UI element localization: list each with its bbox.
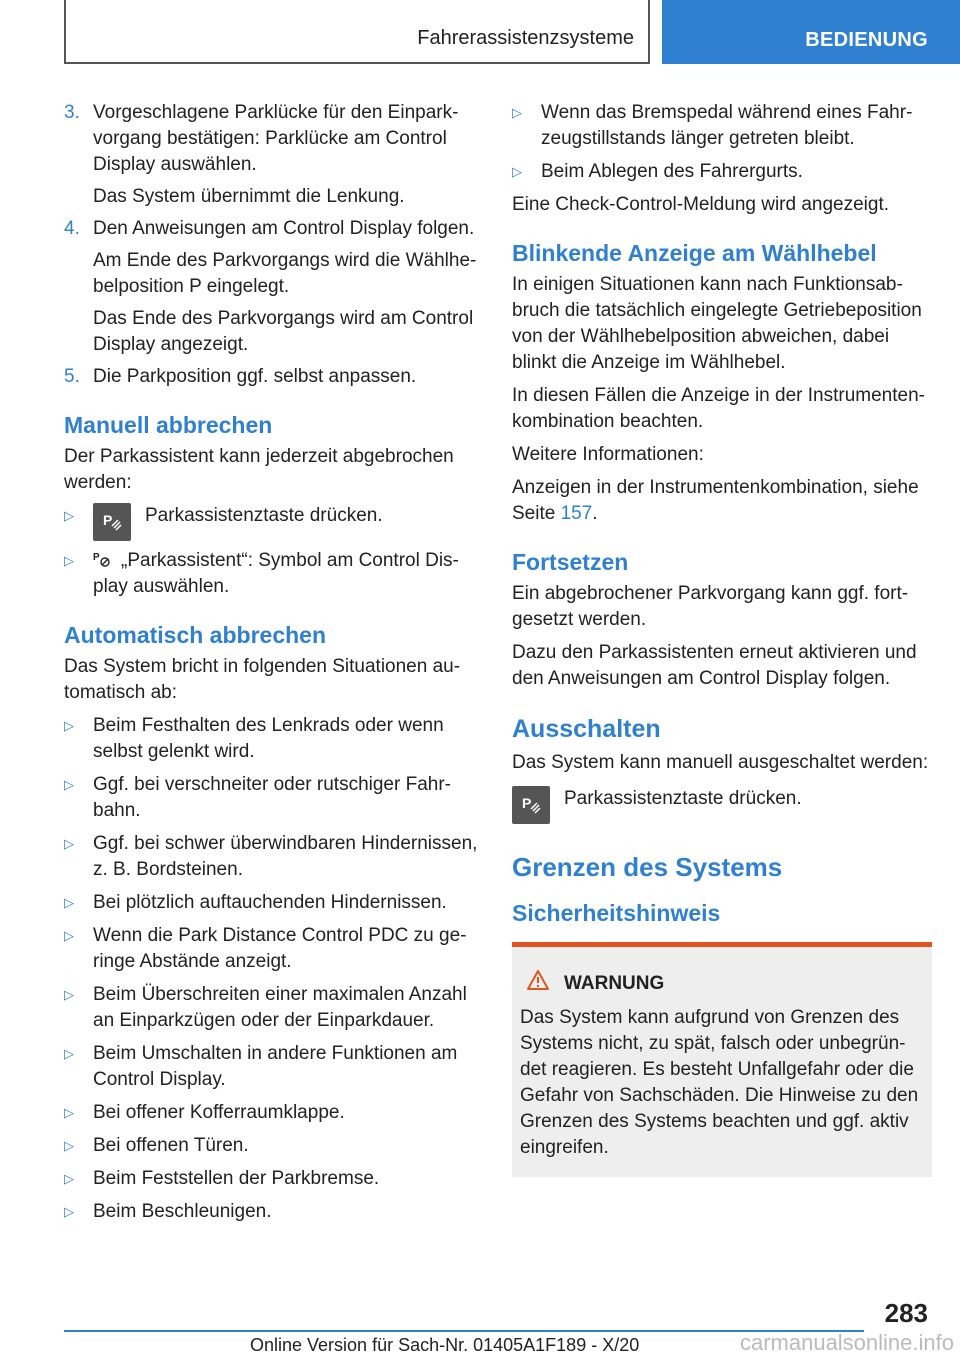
bullet-icon: ▷ — [512, 105, 522, 120]
list-item — [64, 890, 484, 916]
paragraph: Das System kann manuell ausgeschaltet werden: — [512, 752, 929, 773]
auto-cancel-list — [64, 713, 484, 1225]
list-item-text: Wenn die Park Distance Control PDC zu geringe Abstände anzeigt. — [93, 925, 467, 972]
list-item — [64, 1100, 484, 1126]
bullet-icon: ▷ — [64, 1204, 74, 1219]
list-item — [64, 772, 484, 824]
bullet-icon: ▷ — [64, 895, 74, 910]
svg-text:P: P — [93, 552, 100, 563]
list-item-text: Beim Umschalten in andere Funktionen am Control Display. — [93, 1043, 458, 1090]
heading-safety-note: Sicherheitshinweis — [512, 900, 721, 926]
step-number: 5. — [64, 366, 80, 387]
step-text: Am Ende des Parkvorgangs wird die Wählhebelposition P eingelegt. — [93, 250, 477, 297]
page-number: 283 — [884, 1298, 928, 1328]
check-control-text: Eine Check-Control-Meldung wird angezeigt. — [512, 194, 890, 215]
bullet-icon: ▷ — [64, 1171, 74, 1186]
list-item — [64, 713, 484, 765]
warning-triangle-icon — [526, 969, 550, 999]
tab-label: BEDIENUNG — [805, 29, 928, 51]
warning-box — [512, 942, 932, 1177]
parking-assist-button-icon — [512, 786, 550, 824]
list-item-text: Beim Überschreiten einer maximalen Anzahl an Einparkzügen oder der Einparkdauer. — [93, 984, 467, 1031]
step-text: Vorgeschlagene Parklücke für den Einparkvorgang bestätigen: Parklücke am Control Display auswählen. — [93, 102, 459, 175]
switch-off-step — [512, 786, 932, 824]
step-text: Die Parkposition ggf. selbst anpassen. — [93, 366, 417, 387]
watermark: carmanualsonline.info — [739, 1330, 954, 1355]
bullet-icon: ▷ — [512, 164, 522, 179]
svg-text:P: P — [103, 512, 113, 528]
auto-cancel-text: Das System bricht in folgenden Situationen automatisch ab: — [64, 656, 461, 703]
step-text: Das System übernimmt die Lenkung. — [93, 186, 405, 207]
list-item — [512, 159, 932, 185]
manual-cancel-text: Der Parkassistent kann jederzeit abgebrochen werden: — [64, 446, 454, 493]
list-item-text: Parkassistenztaste drücken. — [145, 505, 383, 526]
list-item — [64, 1041, 484, 1093]
bullet-icon: ▷ — [64, 1046, 74, 1061]
heading-auto-cancel: Automatisch abbrechen — [64, 622, 326, 648]
paragraph: In diesen Fällen die Anzeige in der Instrumentenkombination beachten. — [512, 385, 925, 432]
warning-text: Das System kann aufgrund von Grenzen des Systems nicht, zu spät, falsch oder unbegründet reagieren. Es besteht Unfallgefahr oder die Gefahr von Sachschäden. Die Hinweise zu den Grenzen des Systems beachten und ggf. aktiv eingreifen. — [520, 1007, 919, 1158]
paragraph: Ein abgebrochener Parkvorgang kann ggf. fortgesetzt werden. — [512, 583, 909, 630]
section-title: Fahrerassistenzsysteme — [417, 27, 634, 49]
paragraph: Dazu den Parkassistenten erneut aktivieren und den Anweisungen am Control Display folgen. — [512, 642, 917, 689]
left-column — [64, 100, 484, 1232]
list-item — [512, 100, 932, 152]
step-3 — [64, 100, 484, 210]
paragraph: In einigen Situationen kann nach Funktionsabbruch die tatsächlich eingelegte Getriebeposition von der Wählhebelposition abweichen, dabei blinkt die Anzeige im Wählhebel. — [512, 274, 922, 373]
header-tab — [662, 0, 960, 64]
warning-header — [520, 969, 924, 999]
heading-manual-cancel: Manuell abbrechen — [64, 412, 273, 438]
parking-assist-button-icon — [93, 503, 131, 541]
list-item-text: Beim Feststellen der Parkbremse. — [93, 1168, 380, 1189]
list-item — [64, 1199, 484, 1225]
list-item-text: Wenn das Bremspedal während eines Fahrzeugstillstands länger getreten bleibt. — [541, 102, 913, 149]
bullet-icon: ▷ — [64, 987, 74, 1002]
heading-continue: Fortsetzen — [512, 549, 629, 575]
punctuation: . — [592, 503, 598, 524]
footer-text: Online Version für Sach-Nr. 01405A1F189 - X/20 — [250, 1335, 640, 1355]
svg-text:P: P — [522, 795, 532, 811]
list-item — [64, 1166, 484, 1192]
list-item — [64, 548, 484, 600]
heading-switch-off: Ausschalten — [512, 715, 661, 743]
heading-system-limits: Grenzen des Systems — [512, 852, 783, 882]
list-item — [64, 831, 484, 883]
list-item-text: Ggf. bei schwer überwindbaren Hindernissen, z. B. Bordsteinen. — [93, 833, 478, 880]
list-item — [64, 1133, 484, 1159]
bullet-icon: ▷ — [64, 1138, 74, 1153]
page-link[interactable]: 157 — [560, 503, 593, 524]
paragraph: Weitere Informationen: — [512, 444, 704, 465]
list-item-text: Bei offenen Türen. — [93, 1135, 249, 1156]
bullet-icon: ▷ — [64, 553, 74, 568]
list-item-text: Parkassistenztaste drücken. — [564, 788, 802, 809]
step-number: 4. — [64, 218, 80, 239]
list-item-text: Beim Beschleunigen. — [93, 1201, 272, 1222]
list-item-text: Beim Festhalten des Lenkrads oder wenn selbst gelenkt wird. — [93, 715, 444, 762]
paragraph-with-link — [512, 475, 932, 527]
right-column — [512, 100, 932, 1177]
list-item-text: „Parkassistent“: Symbol am Control Display auswählen. — [93, 550, 459, 597]
warning-title: WARNUNG — [564, 973, 665, 994]
bullet-icon: ▷ — [64, 1105, 74, 1120]
list-item — [64, 503, 484, 541]
bullet-icon: ▷ — [64, 508, 74, 523]
heading-blinking-display: Blinkende Anzeige am Wählhebel — [512, 240, 877, 266]
step-number: 3. — [64, 102, 80, 123]
list-item-text: Bei plötzlich auftauchenden Hindernissen. — [93, 892, 447, 913]
bullet-icon: ▷ — [64, 836, 74, 851]
list-item-text: Ggf. bei verschneiter oder rutschiger Fahrbahn. — [93, 774, 451, 821]
bullet-icon: ▷ — [64, 718, 74, 733]
list-item — [64, 982, 484, 1034]
list-item-text: Beim Ablegen des Fahrergurts. — [541, 161, 803, 182]
parking-assist-symbol-icon — [93, 550, 113, 568]
bullet-icon: ▷ — [64, 777, 74, 792]
seite-label: Seite — [512, 503, 556, 524]
step-text: Das Ende des Parkvorgangs wird am Control Display angezeigt. — [93, 308, 474, 355]
list-item-text: Bei offener Kofferraumklappe. — [93, 1102, 345, 1123]
list-item — [64, 923, 484, 975]
bullet-icon: ▷ — [64, 928, 74, 943]
link-context-text: Anzeigen in der Instrumentenkombination, siehe — [512, 477, 919, 498]
step-5 — [64, 364, 484, 390]
step-4 — [64, 216, 484, 358]
header-section-title — [64, 0, 650, 64]
step-text: Den Anweisungen am Control Display folgen. — [93, 218, 475, 239]
